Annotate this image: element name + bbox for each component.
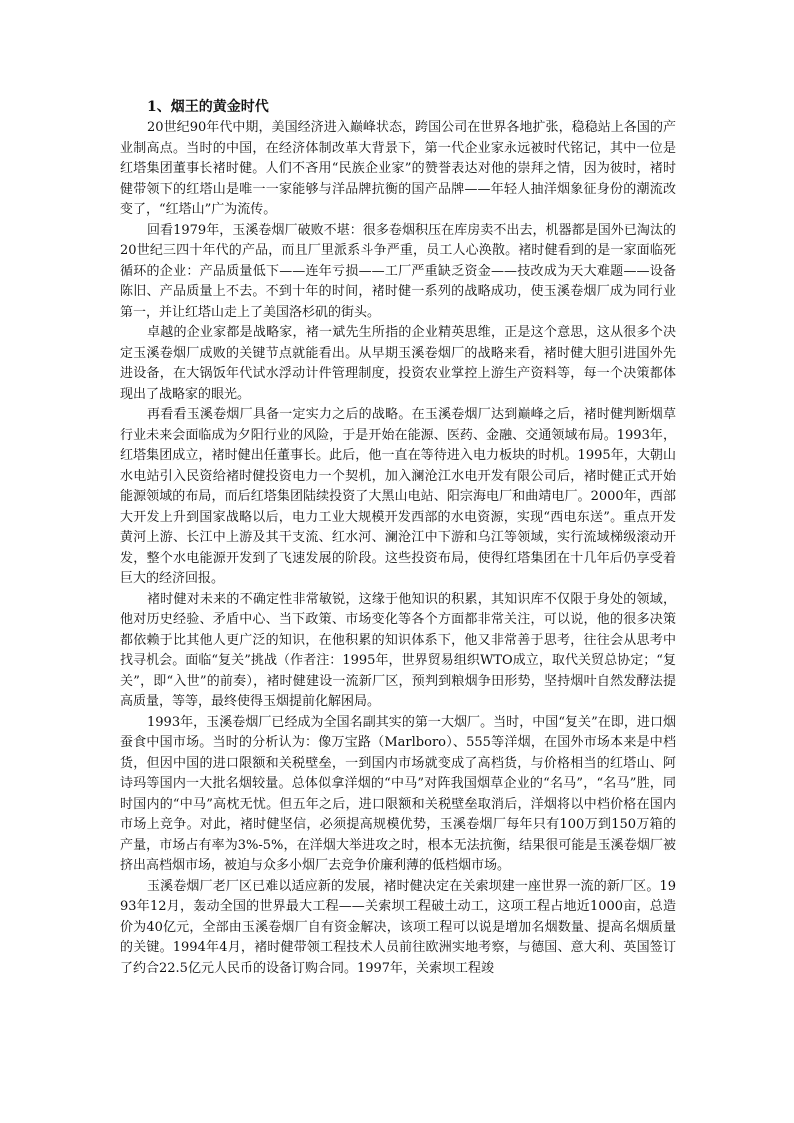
document-body xyxy=(120,97,676,979)
section-heading: 1、烟王的黄金时代 xyxy=(147,99,269,115)
paragraph-2: 回看1979年，玉溪卷烟厂破败不堪：很多卷烟积压在库房卖不出去，机器都是国外已淘汰的20世纪三四十年代的产品，而且厂里派系斗争严重，员工人心涣散。褚时健看到的是一家面临死循环的企业：产品质量低下——连年亏损——工厂严重缺乏资金——技改成为天大难题——设备陈旧、产品质量上不去。不到十年的时间，褚时健一系列的战略成功，使玉溪卷烟厂成为同行业第一，并让红塔山走上了美国洛杉矶的街头。 xyxy=(120,222,676,320)
paragraph-4: 再看看玉溪卷烟厂具备一定实力之后的战略。在玉溪卷烟厂达到巅峰之后，褚时健判断烟草行业未来会面临成为夕阳行业的风险，于是开始在能源、医药、金融、交通领域布局。1993年，红塔集团成立，褚时健出任董事长。此后，他一直在等待进入电力板块的时机。1995年，大朝山水电站引入民资给褚时健投资电力一个契机，加入澜沧江水电开发有限公司后，褚时健正式开始能源领域的布局，而后红塔集团陆续投资了大黑山电站、阳宗海电厂和曲靖电厂。2000年，西部大开发上升到国家战略以后，电力工业大规模开发西部的水电资源，实现“西电东送”。重点开发黄河上游、长江中上游及其干支流、红水河、澜沧江中下游和乌江等领域，实行流域梯级滚动开发，整个水电能源开发到了飞速发展的阶段。这些投资布局，使得红塔集团在十几年后仍享受着巨大的经济回报。 xyxy=(120,407,676,586)
paragraph-7: 玉溪卷烟厂老厂区已难以适应新的发展，褚时健决定在关索坝建一座世界一流的新厂区。1993年12月，轰动全国的世界最大工程——关索坝工程破土动工，这项工程占地近1000亩，总造价为40亿元，全部由玉溪卷烟厂自有资金解决，该项工程可以说是增加名烟数量、提高名烟质量的关键。1994年4月，褚时健带领工程技术人员前往欧洲实地考察，与德国、意大利、英国签订了约合22.5亿元人民币的设备订购合同。1997年，关索坝工程竣 xyxy=(120,878,676,976)
paragraph-5: 褚时健对未来的不确定性非常敏锐，这缘于他知识的积累，其知识库不仅限于身处的领域，他对历史经验、矛盾中心、当下政策、市场变化等各个方面都非常关注，可以说，他的很多决策都依赖于比其他人更广泛的知识，在他积累的知识体系下，他又非常善于思考，往往会从思考中找寻机会。面临“复关”挑战（作者注：1995年，世界贸易组织WTO成立，取代关贸总协定；“复关”，即“入世”的前奏），褚时健建设一流新厂区，预判到粮烟争田形势，坚持烟叶自然发酵法提高质量，等等，最终使得玉烟提前化解困局。 xyxy=(120,591,676,709)
paragraph-6: 1993年，玉溪卷烟厂已经成为全国名副其实的第一大烟厂。当时，中国“复关”在即，进口烟蚕食中国市场。当时的分析认为：像万宝路（Marlboro）、555等洋烟，在国外市场本来是中档货，但因中国的进口限额和关税壁垒，一到国内市场就变成了高档货，与价格相当的红塔山、阿诗玛等国内一大批名烟较量。总体似拿洋烟的“中马”对阵我国烟草企业的“名马”，“名马”胜，同时国内的“中马”高枕无忧。但五年之后，进口限额和关税壁垒取消后，洋烟将以中档价格在国内市场上竞争。对此，褚时健坚信，必须提高规模优势，玉溪卷烟厂每年只有100万到150万箱的产量，市场占有率为3%-5%，在洋烟大举进攻之时，根本无法抗衡，结果很可能是玉溪卷烟厂被挤出高档烟市场，被迫与众多小烟厂去竞争价廉利薄的低档烟市场。 xyxy=(120,714,676,873)
paragraph-3: 卓越的企业家都是战略家，褚一斌先生所指的企业精英思维，正是这个意思，这从很多个决定玉溪卷烟厂成败的关键节点就能看出。从早期玉溪卷烟厂的战略来看，褚时健大胆引进国外先进设备，在大锅饭年代试水浮动计件管理制度，投资农业掌控上游生产资料等，每一个决策都体现出了战略家的眼光。 xyxy=(120,325,676,402)
paragraph-1: 20世纪90年代中期，美国经济进入巅峰状态，跨国公司在世界各地扩张，稳稳站上各国的产业制高点。当时的中国，在经济体制改革大背景下，第一代企业家永远被时代铭记，其中一位是红塔集团董事长褚时健。人们不吝用“民族企业家”的赞誉表达对他的崇拜之情，因为彼时，褚时健带领下的红塔山是唯一一家能够与洋品牌抗衡的国产品牌——年轻人抽洋烟象征身份的潮流改变了，“红塔山”广为流传。 xyxy=(120,120,676,217)
